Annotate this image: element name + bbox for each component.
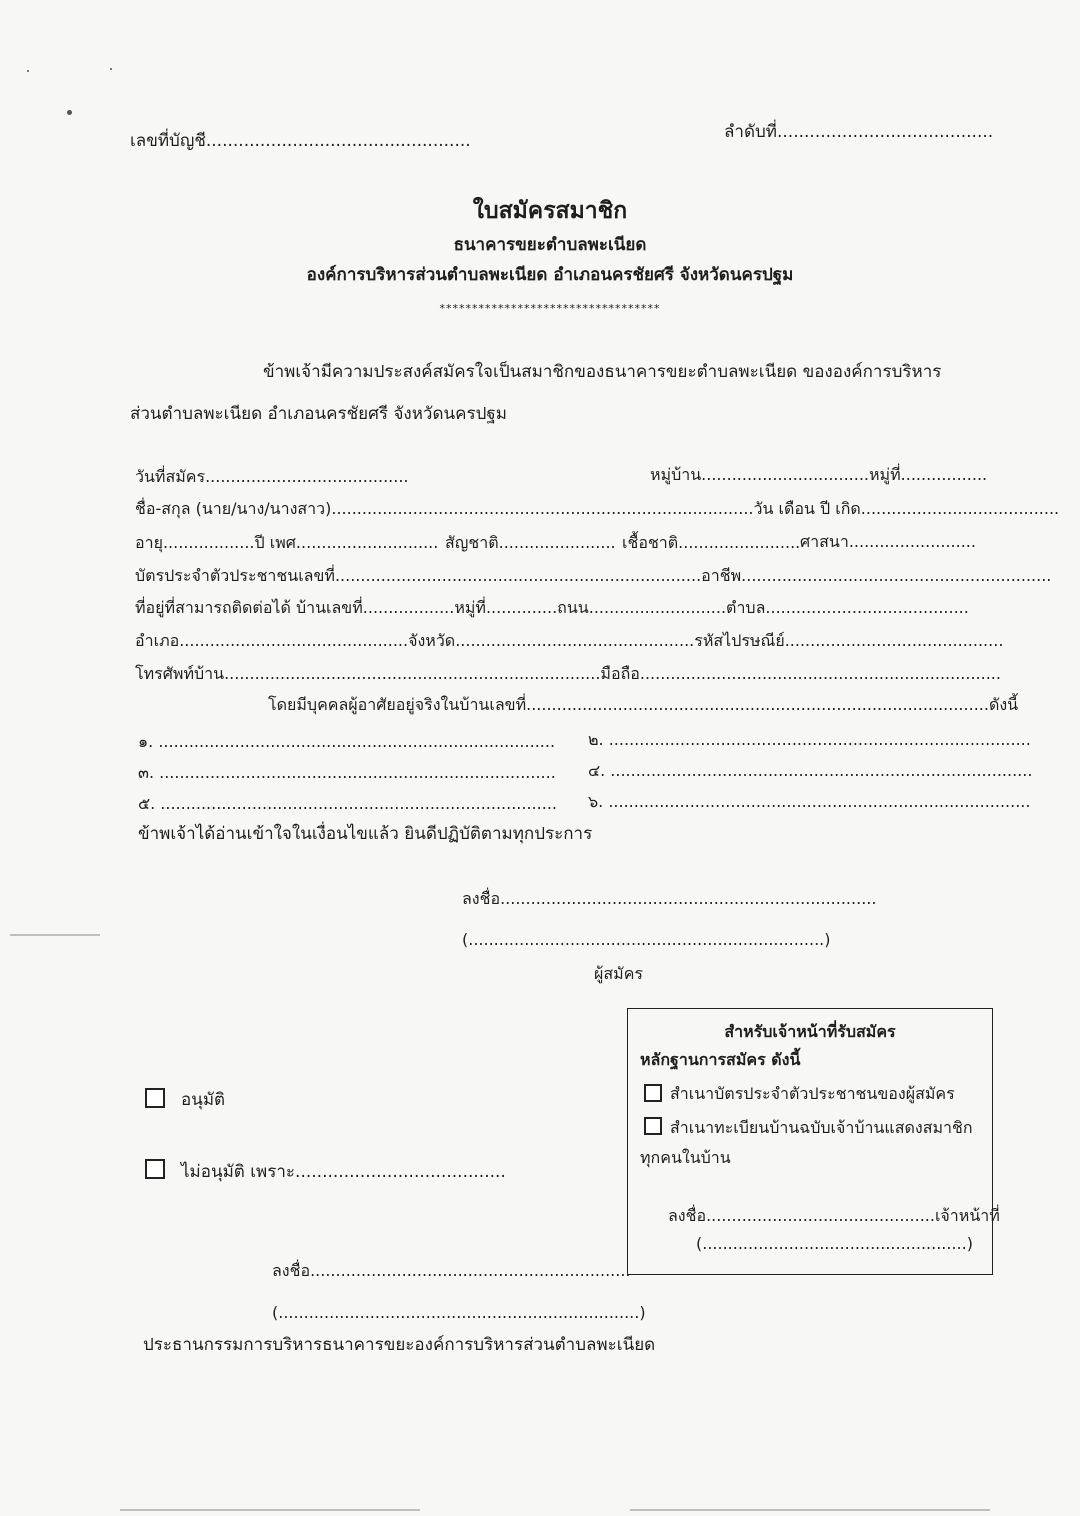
- account-number-field: เลขที่บัญชี.................................................: [130, 131, 471, 151]
- resident-line: ๖. ...................................................................................: [588, 792, 1031, 811]
- house-registration-label: สำเนาทะเบียนบ้านฉบับเจ้าบ้านแสดงสมาชิก: [670, 1118, 973, 1137]
- bank-name: ธนาคารขยะตำบลพะเนียด: [453, 235, 647, 255]
- order-number-field: ลำดับที่........................................: [724, 122, 994, 142]
- resident-line: ๔. ...................................................................................: [588, 761, 1033, 780]
- officer-section-box: [627, 1008, 1000, 1275]
- residents-intro: โดยมีบุคคลผู้อาศัยอยู่จริงในบ้านเลขที่...........................................................................................ดังนี้: [268, 695, 1019, 714]
- race-field: เชื้อชาติ........................: [622, 533, 801, 552]
- chairman-name-line: (.......................................................................): [272, 1303, 646, 1322]
- intro-line-1: ข้าพเจ้ามีความประสงค์สมัครใจเป็นสมาชิกของธนาคารขยะตำบลพะเนียด ขององค์การบริหาร: [263, 362, 942, 382]
- chairman-role: ประธานกรรมการบริหารธนาคารขยะองค์การบริหารส่วนตำบลพะเนียด: [143, 1335, 656, 1355]
- district-province-field: อำเภอ.............................................จังหวัด...............................................รหัสไปรษณีย์...........................................: [135, 631, 1004, 650]
- resident-line: ๑. ..............................................................................: [138, 732, 556, 751]
- age-gender-field: อายุ..................ปี เพศ............................: [135, 533, 439, 552]
- applicant-role: ผู้สมัคร: [594, 964, 643, 983]
- id-copy-label: สำเนาบัตรประจำตัวประชาชนของผู้สมัคร: [670, 1084, 955, 1103]
- form-title: ใบสมัครสมาชิก: [472, 198, 628, 224]
- scan-speck: [110, 68, 112, 70]
- officer-section-title: สำหรับเจ้าหน้าที่รับสมัคร: [724, 1022, 896, 1041]
- applicant-signature-line: ลงชื่อ..........................................................................: [462, 889, 877, 908]
- reject-reason-field: ไม่อนุมัติ เพราะ.......................................: [181, 1162, 506, 1182]
- scan-edge: [120, 1509, 420, 1511]
- chairman-signature-line: ลงชื่อ...............................................................: [272, 1261, 631, 1280]
- name-birthdate-field: ชื่อ-สกุล (นาย/นาง/นางสาว)...................................................................................วัน เดือน ปี เกิด.......................................: [135, 499, 1060, 518]
- scan-edge: [630, 1509, 990, 1511]
- applicant-name-line: (......................................................................): [462, 930, 831, 949]
- scan-edge: [10, 934, 100, 936]
- organization-name: องค์การบริหารส่วนตำบลพะเนียด อำเภอนครชัยศรี จังหวัดนครปฐม: [306, 265, 794, 285]
- officer-signature-line: ลงชื่อ.............................................เจ้าหน้าที่: [668, 1206, 1000, 1225]
- application-date-field: วันที่สมัคร........................................: [135, 467, 409, 486]
- evidence-heading: หลักฐานการสมัคร ดังนี้: [640, 1050, 801, 1069]
- intro-line-2: ส่วนตำบลพะเนียด อำเภอนครชัยศรี จังหวัดนครปฐม: [130, 404, 507, 424]
- house-registration-label-cont: ทุกคนในบ้าน: [640, 1148, 731, 1167]
- resident-line: ๒. ...................................................................................: [588, 730, 1031, 749]
- religion-field: ศาสนา.........................: [800, 532, 976, 551]
- resident-line: ๓. ..............................................................................: [138, 763, 556, 782]
- approve-checkbox[interactable]: [145, 1088, 165, 1108]
- resident-line: ๕. ..............................................................................: [138, 794, 557, 813]
- approve-label: อนุมัติ: [181, 1090, 226, 1110]
- phone-field: โทรศัพท์บ้าน..........................................................................มือถือ.......................................................................: [135, 664, 1001, 683]
- village-field: หมู่บ้าน.................................หมู่ที่.................: [650, 465, 988, 484]
- scan-speck: [67, 110, 72, 115]
- nationality-field: สัญชาติ.......................: [445, 533, 616, 552]
- officer-name-line: (....................................................): [696, 1234, 973, 1253]
- agreement-text: ข้าพเจ้าได้อ่านเข้าใจในเงื่อนไขแล้ว ยินดีปฏิบัติตามทุกประการ: [138, 824, 593, 844]
- id-card-occupation-field: บัตรประจำตัวประชาชนเลขที่........................................................................อาชีพ.............................................................: [135, 566, 1052, 585]
- reject-checkbox[interactable]: [145, 1159, 165, 1179]
- scan-speck: [27, 70, 29, 72]
- title-separator: **********************************: [439, 302, 661, 315]
- address-field: ที่อยู่ที่สามารถติดต่อได้ บ้านเลขที่..................หมู่ที่..............ถนน...........................ตำบล........................................: [135, 598, 969, 617]
- house-registration-checkbox[interactable]: [644, 1117, 662, 1135]
- id-copy-checkbox[interactable]: [644, 1084, 662, 1102]
